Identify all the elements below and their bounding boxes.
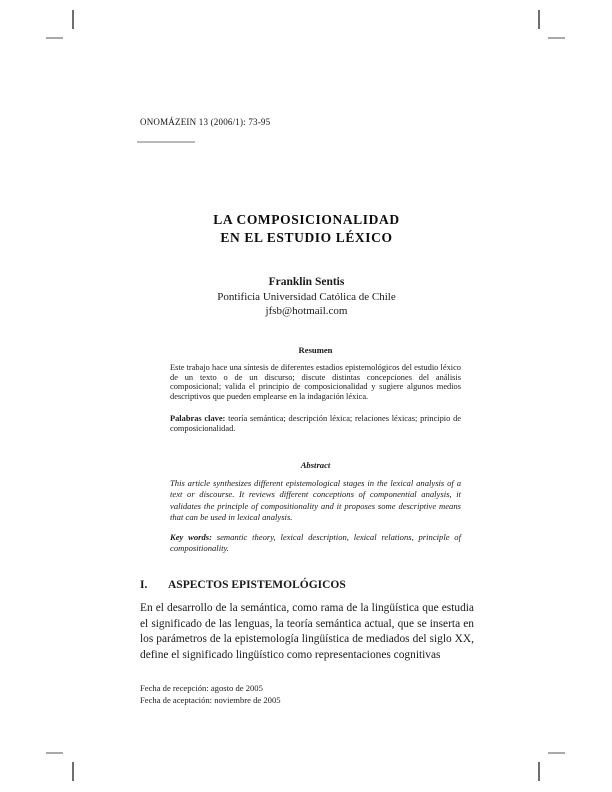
resumen-heading: Resumen (298, 345, 333, 355)
reception-date: Fecha de recepción: agosto de 2005 (140, 683, 263, 693)
section-heading (140, 579, 473, 591)
crop-mark-bottom-left-horizontal (46, 752, 63, 754)
body-paragraph: En el desarrollo de la semántica, como rama de la lingüística que estudia el significado de las lenguas, la teoría semántica actual, que se inserta en los parámetros de la epistemología lingüística de mediados del siglo XX, define el significado lingüístico como representaciones cognitivas (140, 602, 474, 661)
author-email: jfsb@hotmail.com (265, 305, 348, 317)
crop-mark-top-left-horizontal (46, 37, 63, 39)
abstract-keywords (170, 532, 461, 555)
abstract-keywords-label: Key words: (170, 531, 212, 542)
section-number: I. (140, 579, 148, 591)
article-title-line2: EN EL ESTUDIO LÉXICO (220, 230, 393, 245)
crop-mark-bottom-left-vertical (72, 762, 74, 781)
resumen-keywords-label: Palabras clave: (170, 413, 226, 423)
abstract-heading: Abstract (300, 460, 331, 470)
abstract-body: This article synthesizes different epistemological stages in the lexical analysis of a text or discourse. It reviews different conceptions of componential analysis, it validates the principle of compositionality and it proposes some descriptive means that can be used in lexical analysis. (170, 478, 461, 523)
crop-mark-top-right-vertical (538, 10, 540, 29)
crop-mark-top-right-horizontal (548, 37, 565, 39)
crop-mark-bottom-right-horizontal (548, 752, 565, 754)
reception-dates (140, 682, 281, 706)
journal-running-head: ONOMÁZEIN 13 (2006/1): 73-95 (140, 117, 271, 127)
crop-mark-top-left-vertical (72, 10, 74, 29)
section-title: ASPECTOS EPISTEMOLÓGICOS (168, 579, 346, 591)
resumen-keywords-text: teoría semántica; descripción léxica; relaciones léxicas; principio de composicionalidad. (170, 413, 461, 433)
abstract-keywords-text: semantic theory, lexical description, lexical relations, principle of compositionality. (170, 531, 461, 554)
running-head-rule (137, 141, 195, 143)
article-title (140, 211, 473, 247)
resumen-section (170, 345, 461, 433)
author-affiliation: Pontificia Universidad Católica de Chile (217, 291, 396, 303)
author-name: Franklin Sentis (268, 276, 345, 288)
acceptance-date: Fecha de aceptación: noviembre de 2005 (140, 695, 281, 705)
abstract-section (170, 460, 461, 554)
resumen-body: Este trabajo hace una síntesis de diferentes estadios epistemológicos del estudio léxico de un texto o de un discurso; discute distintas concepciones del análisis composicional; valida el principio de composicionalidad y sugiere algunos medios descriptivos que pueden emplearse en la indagación léxica. (170, 363, 461, 402)
crop-mark-bottom-right-vertical (538, 762, 540, 781)
resumen-keywords (170, 414, 461, 433)
article-title-line1: LA COMPOSICIONALIDAD (213, 212, 400, 227)
